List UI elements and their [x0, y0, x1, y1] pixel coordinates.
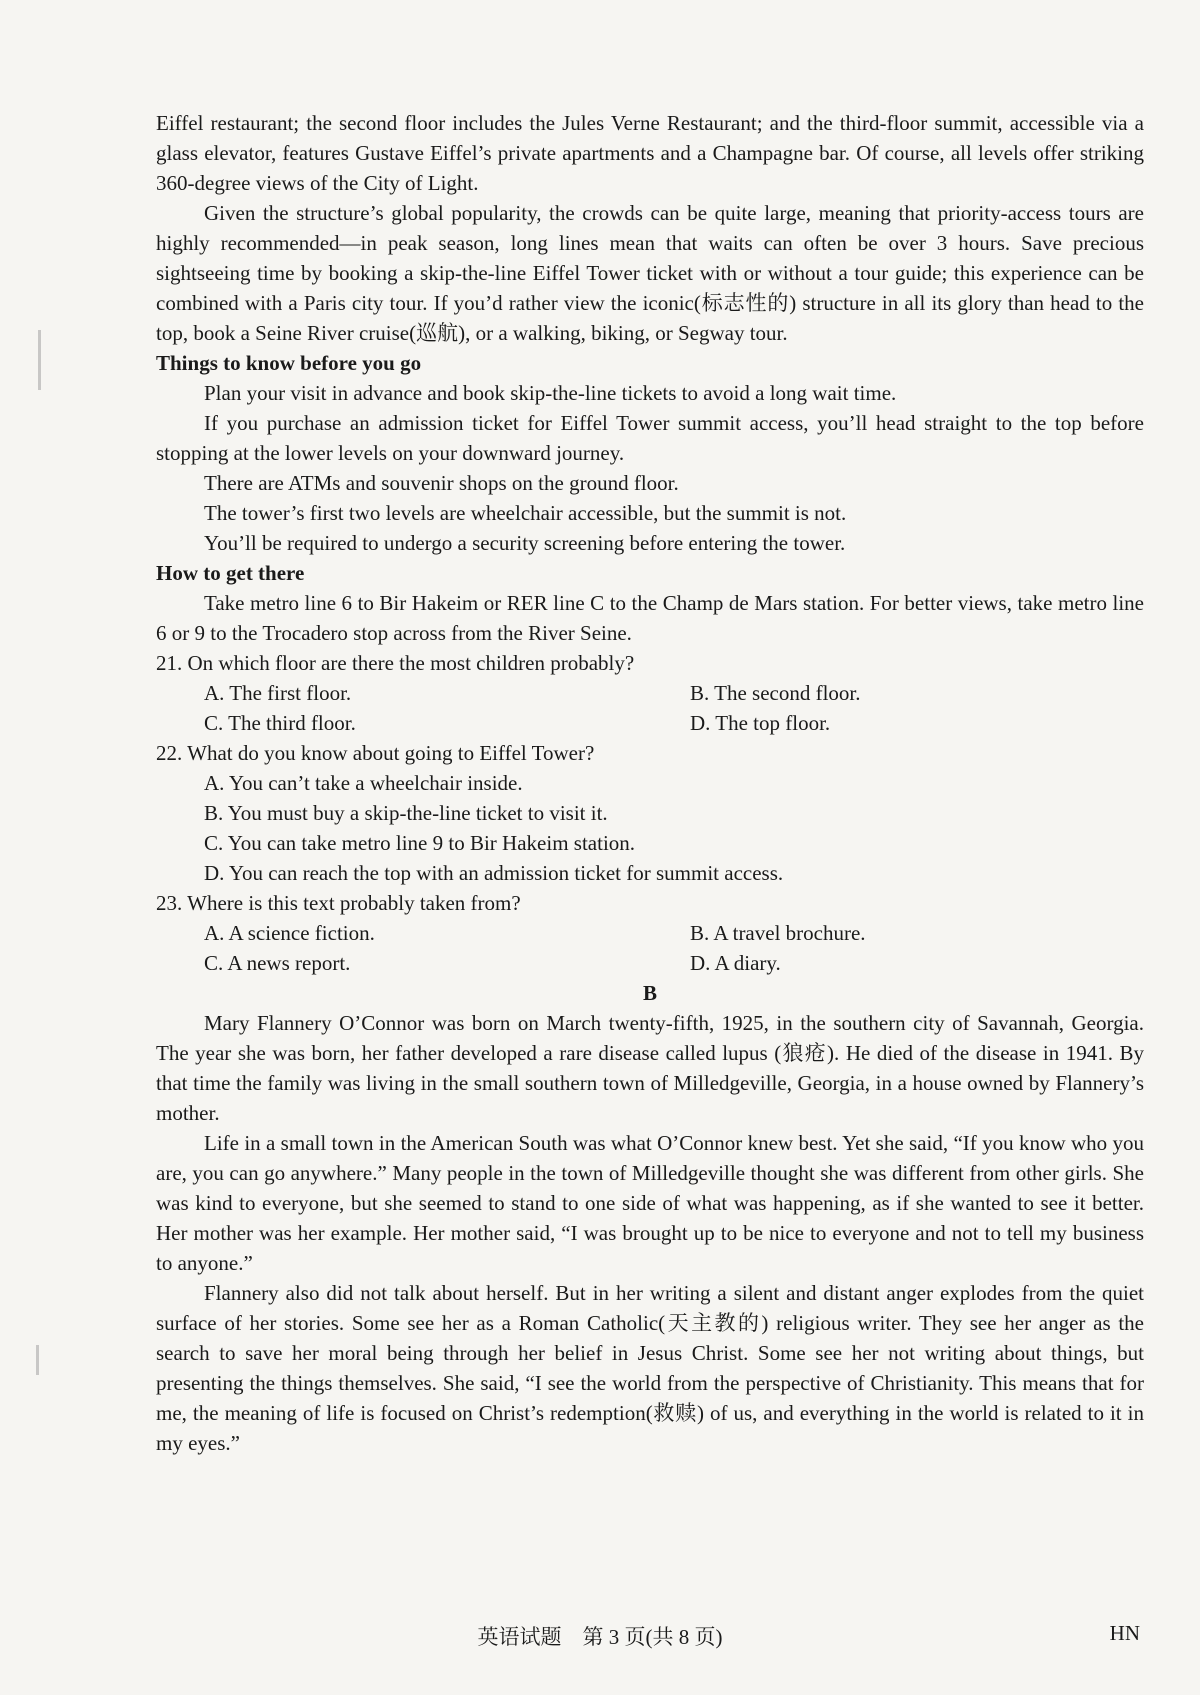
passage-b-paragraph: Life in a small town in the American South was what O’Connor knew best. Yet she said, “If you know who you are, you can go anywhere.” Many people in the town of Milledgeville thought she was different from other girls. She was kind to everyone, but she seemed to stand to one side of what was happening, as if she wanted to see it better. Her mother was her example. Her mother said, “I was brought up to be nice to everyone and not to tell my business to anyone.”	[156, 1131, 1144, 1275]
section-heading: Things to know before you go	[156, 351, 422, 375]
page-content	[156, 108, 1144, 1458]
tip-item: If you purchase an admission ticket for Eiffel Tower summit access, you’ll head straight to the top before stopping at the lower levels on your downward journey.	[156, 411, 1144, 465]
footer-page-title: 英语试题 第 3 页(共 8 页)	[477, 1625, 723, 1649]
option-b: B. You must buy a skip-the-line ticket to visit it.	[204, 801, 608, 825]
question-23	[156, 888, 1144, 978]
option-c: C. You can take metro line 9 to Bir Hakeim station.	[204, 831, 636, 855]
option-a: A. You can’t take a wheelchair inside.	[204, 771, 523, 795]
section-letter: B	[642, 981, 657, 1005]
passage-a-paragraph: Eiffel restaurant; the second floor includes the Jules Verne Restaurant; and the third-floor summit, accessible via a glass elevator, features Gustave Eiffel’s private apartments and a Champagne bar. Of course, all levels offer striking 360-degree views of the City of Light.	[156, 111, 1144, 195]
options-grid	[156, 918, 1144, 978]
passage-b-paragraph: Mary Flannery O’Connor was born on March twenty-fifth, 1925, in the southern city of Savannah, Georgia. The year she was born, her father developed a rare disease called lupus (狼疮). He died of the disease in 1941. By that time the family was living in the small southern town of Milledgeville, Georgia, in a house owned by Flannery’s mother.	[156, 1011, 1144, 1125]
tip-item: There are ATMs and souvenir shops on the ground floor.	[204, 471, 679, 495]
option-b: B. The second floor.	[690, 681, 861, 705]
option-a: A. The first floor.	[204, 681, 352, 705]
question-22	[156, 738, 1144, 888]
tip-item: You’ll be required to undergo a security screening before entering the tower.	[204, 531, 846, 555]
question-21	[156, 648, 1144, 738]
tip-item: The tower’s first two levels are wheelchair accessible, but the summit is not.	[204, 501, 847, 525]
options-grid	[156, 678, 1144, 738]
question-stem: 22. What do you know about going to Eiffel Tower?	[156, 741, 595, 765]
option-c: C. The third floor.	[204, 711, 356, 735]
footer-code: HN	[1109, 1621, 1140, 1645]
page-footer	[0, 1621, 1200, 1651]
passage-b-paragraph: Flannery also did not talk about herself. But in her writing a silent and distant anger explodes from the quiet surface of her stories. Some see her as a Roman Catholic(天主教的) religious writer. They see her anger as the search to save her moral being through her belief in Jesus Christ. Some see her not writing about things, but presenting the things themselves. She said, “I see the world from the perspective of Christianity. This means that for me, the meaning of life is focused on Christ’s redemption(救赎) of us, and everything in the world is related to it in my eyes.”	[156, 1281, 1144, 1455]
question-stem: 23. Where is this text probably taken from?	[156, 891, 521, 915]
tip-item: Plan your visit in advance and book skip-the-line tickets to avoid a long wait time.	[204, 381, 897, 405]
option-c: C. A news report.	[204, 951, 351, 975]
directions-paragraph: Take metro line 6 to Bir Hakeim or RER line C to the Champ de Mars station. For better views, take metro line 6 or 9 to the Trocadero stop across from the River Seine.	[156, 591, 1144, 645]
option-a: A. A science fiction.	[204, 921, 375, 945]
scan-mark	[36, 1345, 39, 1375]
option-d: D. You can reach the top with an admission ticket for summit access.	[204, 861, 784, 885]
section-heading: How to get there	[156, 561, 305, 585]
option-b: B. A travel brochure.	[690, 921, 866, 945]
scan-mark	[38, 330, 41, 390]
option-d: D. The top floor.	[690, 711, 831, 735]
question-stem: 21. On which floor are there the most children probably?	[156, 651, 635, 675]
passage-a-paragraph: Given the structure’s global popularity, the crowds can be quite large, meaning that priority-access tours are highly recommended—in peak season, long lines mean that waits can often be over 3 hours. Save precious sightseeing time by booking a skip-the-line Eiffel Tower ticket with or without a tour guide; this experience can be combined with a Paris city tour. If you’d rather view the iconic(标志性的) structure in all its glory than head to the top, book a Seine River cruise(巡航), or a walking, biking, or Segway tour.	[156, 201, 1144, 345]
option-d: D. A diary.	[690, 951, 781, 975]
